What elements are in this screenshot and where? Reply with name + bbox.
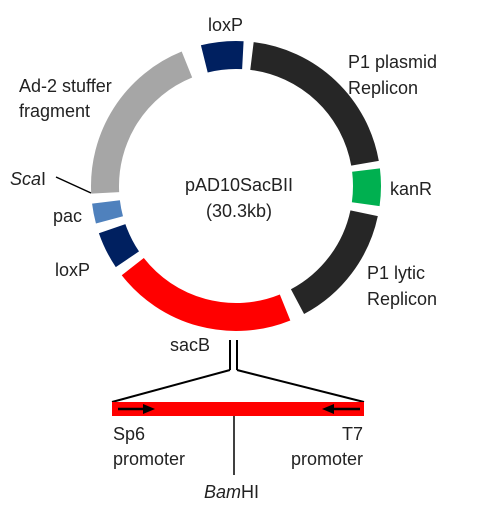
pac-label: pac bbox=[53, 206, 83, 226]
ad2-label-line2: fragment bbox=[19, 101, 91, 121]
ad2-label-line1: Ad-2 stuffer bbox=[19, 76, 112, 96]
sacb-label: sacB bbox=[170, 335, 211, 355]
sp6-label-line1: Sp6 bbox=[113, 424, 146, 444]
t7-label-line1: T7 bbox=[341, 424, 363, 444]
segment-ad2-stuffer bbox=[105, 65, 187, 193]
segment-pac bbox=[106, 202, 109, 220]
segment-p1-plasmid-replicon bbox=[252, 56, 365, 163]
kanr-label: kanR bbox=[390, 179, 433, 199]
plasmid-size: (30.3kb) bbox=[205, 201, 273, 221]
p1-plasmid-label-line1: P1 plasmid bbox=[348, 52, 438, 72]
p1-lytic-label-line2: Replicon bbox=[367, 289, 438, 309]
segment-kanr bbox=[366, 170, 367, 204]
p1-plasmid-label-line2: Replicon bbox=[348, 78, 419, 98]
loxp-top-label: loxP bbox=[208, 15, 244, 35]
scai-pointer-line bbox=[56, 177, 91, 193]
segment-sacb bbox=[133, 267, 285, 317]
segment-loxp-top bbox=[204, 55, 243, 59]
expansion-line-right bbox=[237, 370, 364, 402]
plasmid-name: pAD10SacBII bbox=[184, 175, 294, 195]
segment-p1-lytic-replicon bbox=[298, 213, 365, 301]
sp6-label-line2: promoter bbox=[113, 449, 186, 469]
segment-loxp-bottom bbox=[112, 229, 127, 260]
p1-lytic-label-line1: P1 lytic bbox=[367, 263, 426, 283]
expansion-line-left bbox=[112, 370, 230, 402]
bamhi-label: BamHI bbox=[204, 482, 260, 502]
t7-label-line2: promoter bbox=[290, 449, 363, 469]
loxp-bottom-label: loxP bbox=[55, 260, 91, 280]
scai-label: ScaI bbox=[10, 169, 47, 189]
